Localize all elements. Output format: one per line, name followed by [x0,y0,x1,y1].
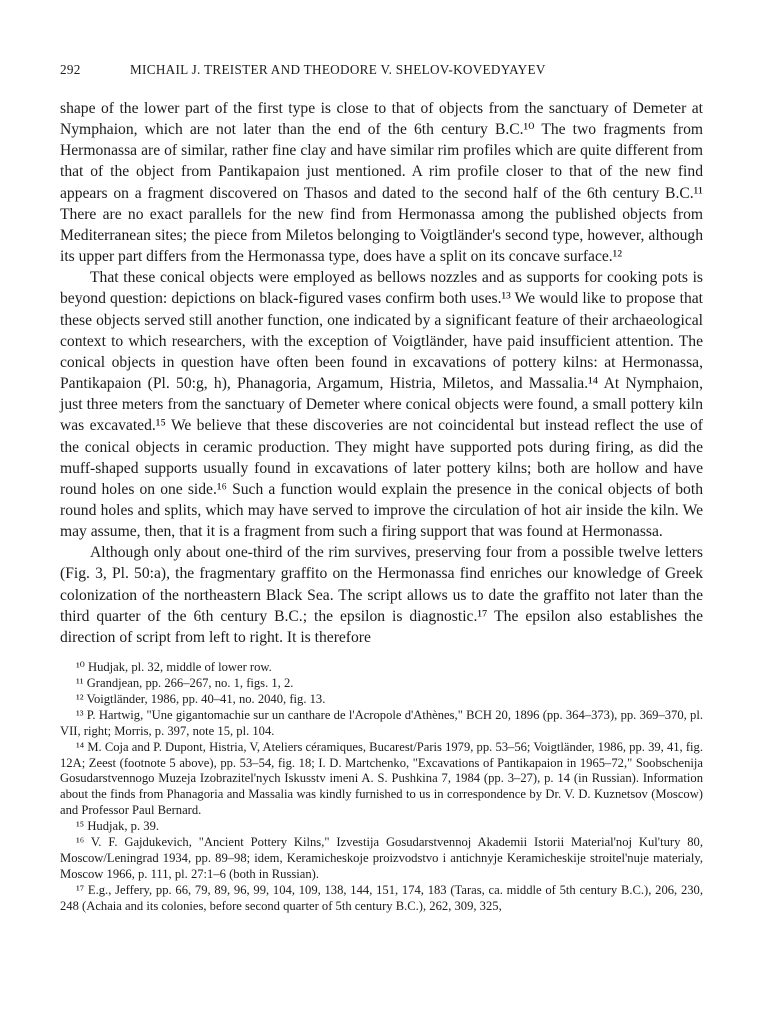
footnotes [60,660,703,915]
footnote-10: ¹⁰ Hudjak, pl. 32, middle of lower row. [76,660,272,675]
footnote-15: ¹⁵ Hudjak, p. 39. [76,819,160,834]
footnote-13: ¹³ P. Hartwig, "Une gigantomachie sur un canthare de l'Acropole d'Athènes," BCH 20, 1896 (pp. 364–373), pp. 369–370, pl. VII, right; Morris, p. 397, note 15, pl. 104. [60,707,703,738]
body-text [60,98,703,648]
page-number: 292 [60,62,81,77]
footnote-16: ¹⁶ V. F. Gajdukevich, "Ancient Pottery Kilns," Izvestija Gosudarstvennoj Akademii Istorii Material'noj Kul'tury 80, Moscow/Leningrad 1934, pp. 89–98; idem, Keramicheskoje proizvodstvo i antichnyje Keramicheskije stroitel'nuje materialy, Moscow 1966, p. 111, pl. 27:1–6 (both in Russian). [60,835,703,881]
footnote-17: ¹⁷ E.g., Jeffery, pp. 66, 79, 89, 96, 99, 104, 109, 138, 144, 151, 174, 183 (Taras, ca. middle of 5th century B.C.), 206, 230, 248 (Achaia and its colonies, before second quarter of 5th century B.C.), 262, 309, 325, [60,882,703,913]
paragraph: Although only about one-third of the rim survives, preserving four from a possible twelve letters (Fig. 3, Pl. 50:a), the fragmentary graffito on the Hermonassa find enriches our knowledge of Greek colonization of the northeastern Black Sea. The script allows us to date the graffito not later than the third quarter of the 6th century B.C.; the epsilon is diagnostic.¹⁷ The epsilon also establishes the direction of script from left to right. It is therefore [60,544,703,646]
footnote-12: ¹² Voigtländer, 1986, pp. 40–41, no. 2040, fig. 13. [76,691,326,706]
paragraph: shape of the lower part of the first type is close to that of objects from the sanctuary of Demeter at Nymphaion, which are not later than the end of the 6th century B.C.¹⁰ The two fragments from Hermonassa are of similar, rather fine clay and have similar rim profiles which are quite different from that of the object from Pantikapaion just mentioned. A rim profile closer to that of the new find appears on a fragment discovered on Thasos and dated to the second half of the 6th century B.C.¹¹ There are no exact parallels for the new find from Hermonassa among the published objects from Mediterranean sites; the piece from Miletos belonging to Voigtländer's second type, however, although its upper part differs from the Hermonassa type, does have a split on its concave surface.¹² [60,100,703,266]
footnote-14: ¹⁴ M. Coja and P. Dupont, Histria, V, Ateliers céramiques, Bucarest/Paris 1979, pp. 53–56; Voigtländer, 1986, pp. 39, 41, fig. 12A; Zeest (footnote 5 above), pp. 53–54, fig. 18; I. D. Martchenko, "Excavations of Pantikapaion in 1965–72," Soobschenija Gosudarstvennogo Muzeja Izobrazitel'nych Iskusstv imeni A. S. Pushkina 7, 1984 (pp. 3–27), p. 14 (in Russian). Information about the finds from Phanagoria and Massalia was kindly furnished to us in correspondence by Dr. V. D. Kuznetsov (Moscow) and Professor Paul Bernard. [60,739,703,818]
header-authors: MICHAIL J. TREISTER AND THEODORE V. SHELOV-KOVEDYAYEV [130,62,546,77]
footnote-11: ¹¹ Grandjean, pp. 266–267, no. 1, figs. 1, 2. [76,675,294,690]
page [60,62,703,915]
paragraph: That these conical objects were employed as bellows nozzles and as supports for cooking pots is beyond question: depictions on black-figured vases confirm both uses.¹³ We would like to propose that these objects served still another function, one indicated by a significant feature of their archaeological context to which researchers, with the exception of Voigtländer, have paid insufficient attention. The conical objects in question have often been found in excavations of pottery kilns: at Hermonassa, Pantikapaion (Pl. 50:g, h), Phanagoria, Argamum, Histria, Miletos, and Massalia.¹⁴ At Nymphaion, just three meters from the sanctuary of Demeter where conical objects were found, a small pottery kiln was excavated.¹⁵ We believe that these discoveries are not coincidental but instead reflect the use of the conical objects in ceramic production. They might have supported pots during firing, as did the muff-shaped supports usually found in excavations of later pottery kilns; both are hollow and have round holes on one side.¹⁶ Such a function would explain the presence in the conical objects of both round holes and splits, which may have served to improve the circulation of hot air inside the kiln. We may assume, then, that it is a fragment from such a firing support that was found at Hermonassa. [60,269,703,541]
running-head [60,62,703,84]
